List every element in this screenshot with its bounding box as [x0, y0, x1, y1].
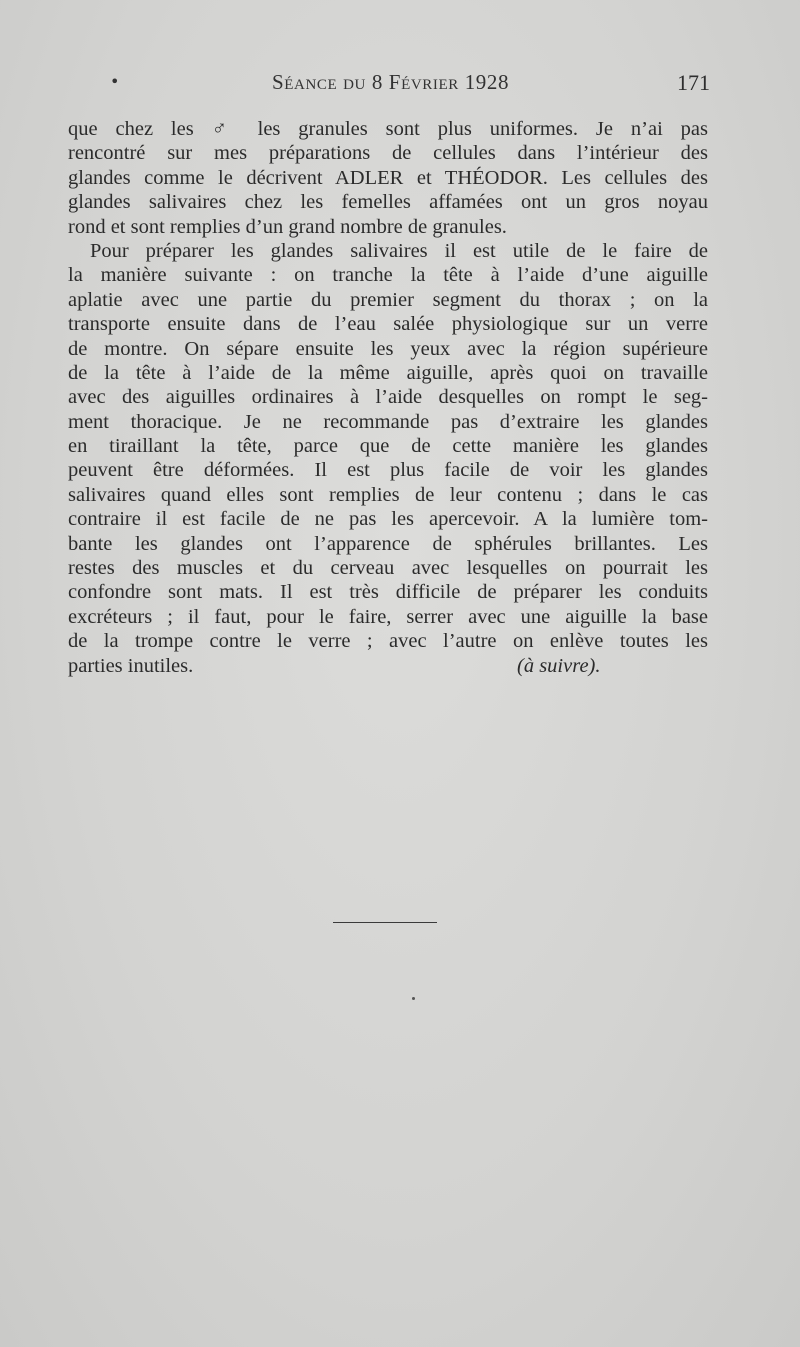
text-line: excréteurs ; il faut, pour le faire, serrer avec une aiguille la base	[68, 605, 708, 628]
running-title-month: évrier	[401, 70, 459, 94]
running-head	[110, 70, 710, 100]
running-title-seance: éance du	[284, 70, 366, 94]
text-line: de montre. On sépare ensuite les yeux avec la région supérieure	[68, 337, 708, 360]
text-line: Pour préparer les glandes salivaires il est utile de le faire de	[90, 239, 708, 262]
body-text	[68, 117, 708, 678]
text-line: ment thoracique. Je ne recommande pas d’extraire les glandes	[68, 410, 708, 433]
text-line: glandes comme le décrivent ADLER et THÉODOR. Les cellules des	[68, 166, 708, 189]
text-line: bante les glandes ont l’apparence de sphérules brillantes. Les	[68, 532, 708, 555]
continuation-note: (à suivre).	[517, 654, 601, 677]
text-line: rond et sont remplies d’un grand nombre de granules.	[68, 215, 507, 238]
running-title	[272, 70, 509, 95]
paragraph-2	[68, 239, 708, 678]
text-line: glandes salivaires chez les femelles affamées ont un gros noyau	[68, 191, 708, 214]
running-title-s: S	[272, 70, 285, 94]
paper-speck	[412, 997, 415, 1000]
text-line: la manière suivante : on tranche la tête à l’aide d’une aiguille	[68, 264, 708, 287]
text-line: avec des aiguilles ordinaires à l’aide desquelles on rompt le seg-	[68, 386, 708, 409]
running-title-year: 1928	[458, 70, 510, 94]
text-line: transporte ensuite dans de l’eau salée physiologique sur un verre	[68, 313, 708, 336]
text-line: que chez les ♂ les granules sont plus uniformes. Je n’ai pas	[68, 118, 708, 140]
text-line: contraire il est facile de ne pas les apercevoir. A la lumière tom-	[68, 508, 708, 531]
bullet-mark: •	[110, 72, 120, 91]
text-line: de la tête à l’aide de la même aiguille, après quoi on travaille	[68, 361, 708, 384]
text-line: rencontré sur mes préparations de cellules dans l’intérieur des	[68, 142, 708, 165]
text-line: salivaires quand elles sont remplies de leur contenu ; dans le cas	[68, 483, 708, 506]
text-line: aplatie avec une partie du premier segment du thorax ; on la	[68, 288, 708, 311]
text-line: peuvent être déformées. Il est plus facile de voir les glandes	[68, 459, 708, 482]
text-line: de la trompe contre le verre ; avec l’autre on enlève toutes les	[68, 630, 708, 653]
running-title-date: 8 F	[366, 70, 402, 94]
end-rule	[333, 922, 437, 923]
text-line: restes des muscles et du cerveau avec lesquelles on pourrait les	[68, 557, 708, 580]
page-number: 171	[677, 70, 710, 95]
final-line	[68, 654, 708, 678]
text-line: en tiraillant la tête, parce que de cette manière les glandes	[68, 435, 708, 458]
final-line-text: parties inutiles.	[68, 654, 194, 677]
paragraph-1	[68, 117, 708, 239]
text-line: confondre sont mats. Il est très difficile de préparer les conduits	[68, 581, 708, 604]
